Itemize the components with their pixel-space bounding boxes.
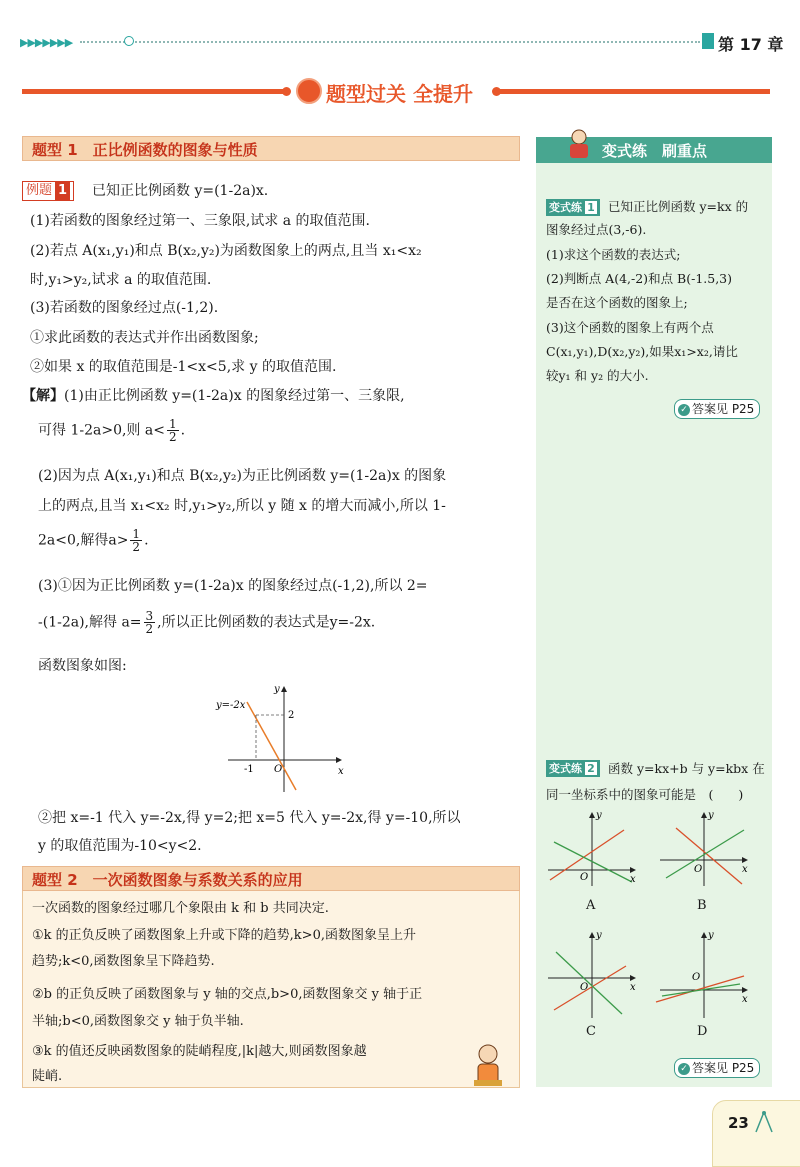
option-d-graph [652,928,752,1020]
tip-line4a: ③k 的值还反映函数图象的陡峭程度,|k|越大,则函数图象越 [32,1044,367,1059]
right-panel-title: 变式练 刷重点 [602,142,708,160]
question-1: (1)若函数的图象经过第一、三象限,试求 a 的取值范围. [30,213,370,229]
option-d-x-label: x [742,994,748,1005]
option-c-graph [540,928,640,1020]
fraction-one-half: $\frac{1}{2}$ [168,417,177,444]
student-icon [564,128,594,160]
graph-origin: O [274,764,283,775]
option-c-label[interactable]: C [586,1024,596,1039]
question-2-line1: (2)若点 A(x₁,y₁)和点 B(x₂,y₂)为函数图象上的两点,且当 x₁<x₂ [30,243,422,259]
page-number: 23 [728,1114,749,1132]
variant1-line4: (2)判断点 A(4,-2)和点 B(-1.5,3) [546,271,733,286]
variant1-answer-link[interactable]: ✓ 答案见 P25 [674,399,760,419]
question-2-line2: 时,y₁>y₂,试求 a 的取值范围. [30,272,212,288]
variant2-answer-link[interactable]: ✓ 答案见 P25 [674,1058,760,1078]
option-a-x-label: x [630,874,636,885]
cartoon-character-icon [466,1040,510,1088]
example-badge [22,181,74,201]
option-a-x-arrow-icon [630,867,636,873]
option-b-x-label: x [742,864,748,875]
option-b-y-arrow-icon [701,812,707,818]
option-c-x-label: x [630,982,636,993]
solution-line2: 可得 1-2a>0,则 a< $\frac{1}{2}$ . [38,417,186,444]
question-3: (3)若函数的图象经过点(-1,2). [30,300,219,316]
graph-tick-minus1: -1 [244,764,254,775]
variant2-number: 2 [585,762,597,775]
solution-2-line1: (2)因为点 A(x₁,y₁)和点 B(x₂,y₂)为正比例函数 y=(1-2a)x 的图象 [38,468,447,484]
chapter-label: 第 17 章 [718,35,784,54]
example-number: 1 [55,182,70,200]
tip-line3a: ②b 的正负反映了函数图象与 y 轴的交点,b>0,函数图象交 y 轴于正 [32,987,423,1002]
header-arrows: ▶▶▶▶▶▶▶ [20,36,73,49]
graph-line-label: y=-2x [216,700,246,711]
banner-line-left [22,89,290,94]
option-b-green-line [666,830,744,878]
tip-line2b: 趋势;k<0,函数图象呈下降趋势. [32,954,215,969]
graph-x-arrow-icon [336,757,342,763]
option-c-red-line [554,966,626,1010]
question-3-part2: ②如果 x 的取值范围是-1<x<5,求 y 的取值范围. [30,359,337,375]
header-circle-icon [124,36,134,46]
option-b-origin: O [694,864,703,875]
option-b-red-line [676,828,742,884]
option-c-origin: O [580,982,589,993]
header-dotted-line [80,41,700,43]
solution-label: 【解】 [22,388,64,404]
variant2-line1: 函数 y=kx+b 与 y=kbx 在 [608,761,765,776]
option-b-x-arrow-icon [742,857,748,863]
tip-line2a: ①k 的正负反映了函数图象上升或下降的趋势,k>0,函数图象呈上升 [32,928,416,943]
option-d-origin: O [692,972,701,983]
answer-icon: ✓ [678,404,690,416]
option-a-y-label: y [596,810,602,821]
solution-3-line3: 函数图象如图: [38,658,127,674]
option-b-graph [652,808,752,888]
answer-icon: ✓ [678,1063,690,1075]
graph-y-label: y [274,684,280,695]
solution-2-line2: 上的两点,且当 x₁<x₂ 时,y₁>y₂,所以 y 随 x 的增大而减小,所以 1- [38,498,446,514]
tip-line4b: 陡峭. [32,1069,63,1084]
example-label: 例题 [26,183,53,198]
option-a-label[interactable]: A [586,898,596,913]
graph-tick-2: 2 [288,710,295,721]
chapter-mark-icon [702,33,714,49]
variant2-line2: 同一坐标系中的图象可能是 ( ) [546,787,744,802]
option-c-x-arrow-icon [630,975,636,981]
banner-line-right [494,89,770,94]
solution-1a: (1)由正比例函数 y=(1-2a)x 的图象经过第一、三象限, [64,388,405,404]
option-c-green-line [556,952,622,1014]
option-b-label[interactable]: B [697,898,707,913]
example-stem: 已知正比例函数 y=(1-2a)x. [92,183,269,199]
fraction-three-halves: $\frac{3}{2}$ [145,609,154,636]
variant1-line8: 较y₁ 和 y₂ 的大小. [546,368,649,383]
section2-title: 题型 2 一次函数图象与系数关系的应用 [32,871,303,889]
solution-1b: 可得 1-2a>0,则 a< [38,422,165,439]
variant1-number: 1 [585,201,597,214]
solution-4-line2: y 的取值范围为-10<y<2. [38,838,202,854]
variant1-line7: C(x₁,y₁),D(x₂,y₂),如果x₁>x₂,请比 [546,344,738,359]
solution-2-line3: 2a<0,解得a> $\frac{1}{2}$ . [38,527,149,554]
solution-3-line2: -(1-2a),解得 a= $\frac{3}{2}$ ,所以正比例函数的表达式是y=-2x. [38,609,376,636]
compass-icon [752,1110,776,1134]
example-graph [210,680,350,795]
solution-3-line1: (3)①因为正比例函数 y=(1-2a)x 的图象经过点(-1,2),所以 2= [38,578,428,594]
tip-line3b: 半轴;b<0,函数图象交 y 轴于负半轴. [32,1014,244,1029]
option-a-green-line [554,842,632,882]
solution-4-line1: ②把 x=-1 代入 y=-2x,得 y=2;把 x=5 代入 y=-2x,得 y=-10,所以 [38,810,461,826]
option-a-graph [540,808,640,888]
tip-line1: 一次函数的图象经过哪几个象限由 k 和 b 共同决定. [32,901,329,916]
variant1-line1: 已知正比例函数 y=kx 的 [608,199,749,214]
solution-line1 [22,386,405,406]
fraction-one-half-2: $\frac{1}{2}$ [132,527,141,554]
option-c-y-arrow-icon [589,932,595,938]
variant2-badge: 变式练 2 [546,760,600,777]
variant1-line2: 图象经过点(3,-6). [546,222,647,237]
option-d-y-arrow-icon [701,932,707,938]
option-d-label[interactable]: D [697,1024,708,1039]
option-c-y-label: y [596,930,602,941]
option-d-x-arrow-icon [742,987,748,993]
variant1-badge: 变式练 1 [546,199,600,216]
banner-dot-left [282,87,291,96]
option-d-y-label: y [708,930,714,941]
graph-y-arrow-icon [281,686,287,692]
target-icon [296,78,322,104]
question-3-part1: ①求此函数的表达式并作出函数图象; [30,330,259,346]
variant1-line5: 是否在这个函数的图象上; [546,295,688,310]
variant1-line6: (3)这个函数的图象上有两个点 [546,320,714,335]
section1-title: 题型 1 正比例函数的图象与性质 [32,141,258,159]
option-a-y-arrow-icon [589,812,595,818]
graph-x-label: x [338,766,344,777]
option-b-y-label: y [708,810,714,821]
banner-title: 题型过关 全提升 [326,82,473,106]
variant1-line3: (1)求这个函数的表达式; [546,247,681,262]
option-a-origin: O [580,872,589,883]
